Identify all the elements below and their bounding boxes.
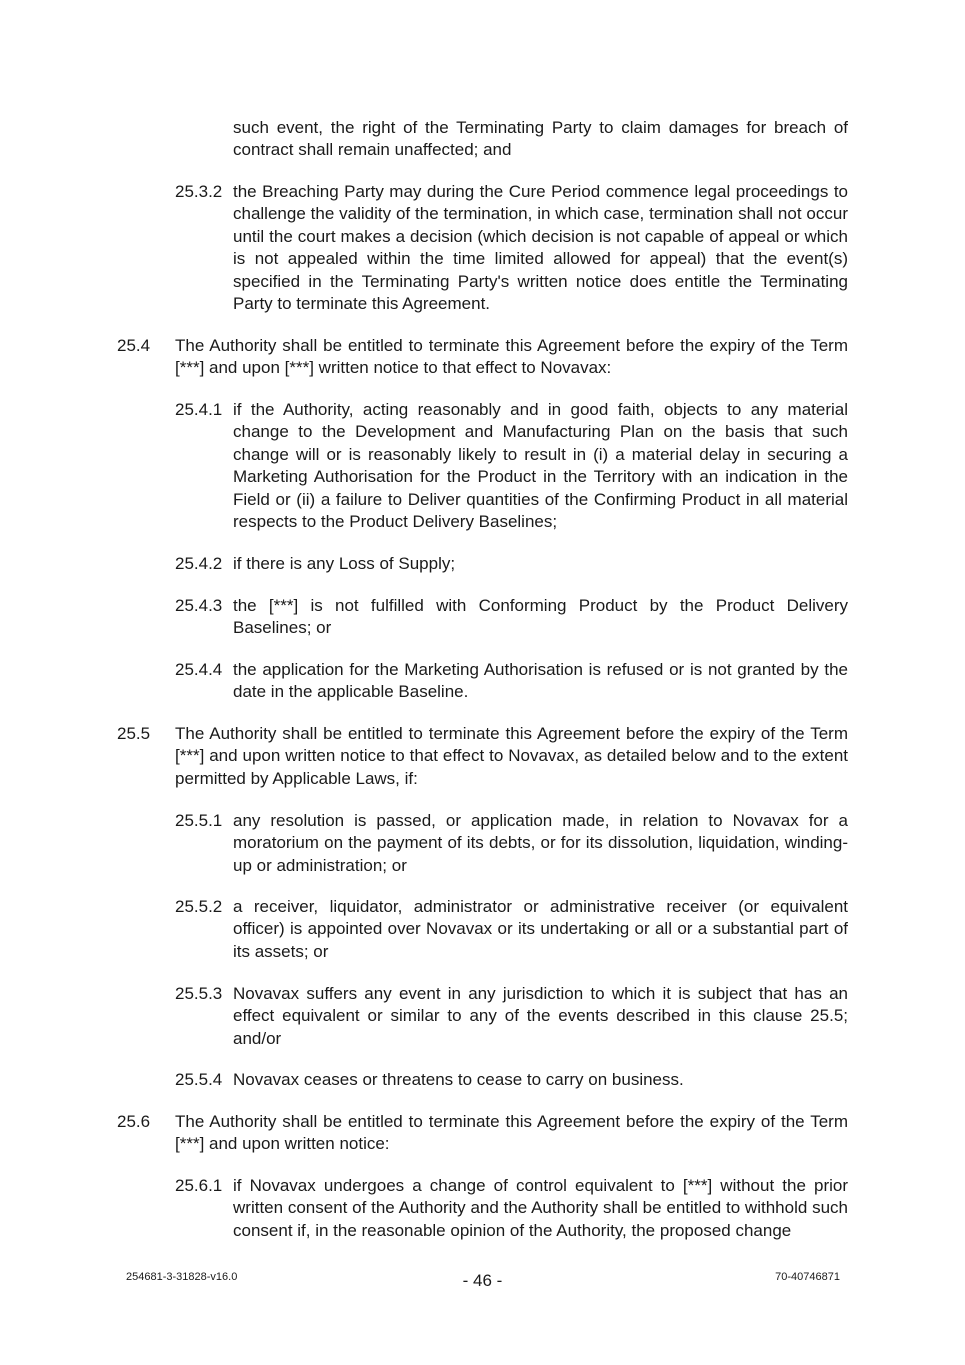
clause-25-6-1: if Novavax undergoes a change of control equivalent to [***] without the prior written consent of the Authority and the Authority shall be entitled to withhold such consent if, in the reasonable opinion of the Authority, the proposed change [233,1176,848,1240]
clause-25-4-4: the application for the Marketing Authorisation is refused or is not granted by the date in the applicable Baseline. [233,660,848,702]
clause-25-5-4: Novavax ceases or threatens to cease to carry on business. [233,1070,684,1089]
clause-number-25-4: 25.4 [117,336,151,355]
clause-25-4: The Authority shall be entitled to terminate this Agreement before the expiry of the Term [***] and upon [***] written notice to that effect to Novavax: [175,336,848,378]
paragraph-continuation: such event, the right of the Terminating Party to claim damages for breach of contract shall remain unaffected; and [233,118,848,160]
footer-document-reference: 254681-3-31828-v16.0 [126,1271,238,1283]
clause-25-6: The Authority shall be entitled to terminate this Agreement before the expiry of the Term [***] and upon written notice: [175,1112,848,1154]
clause-number-25-3-2: 25.3.2 [175,182,223,201]
clause-25-4-3: the [***] is not fulfilled with Conforming Product by the Product Delivery Baselines; or [233,596,848,638]
clause-number-25-5-1: 25.5.1 [175,811,223,830]
clause-25-5-3: Novavax suffers any event in any jurisdiction to which it is subject that has an effect equivalent or similar to any of the events described in this clause 25.5; and/or [233,984,848,1048]
clause-number-25-5-2: 25.5.2 [175,897,223,916]
clause-number-25-4-1: 25.4.1 [175,400,223,419]
clause-25-3-2: the Breaching Party may during the Cure Period commence legal proceedings to challenge the validity of the termination, in which case, termination shall not occur until the court makes a decision (which decision is not capable of appeal or which is not appealed within the time limited allowed for appeal) that the event(s) specified in the Terminating Party's written notice does entitle the Terminating Party to terminate this Agreement. [233,182,848,314]
clause-25-5-1: any resolution is passed, or application made, in relation to Novavax for a moratorium on the payment of its debts, or for its dissolution, liquidation, winding-up or administration; or [233,811,848,875]
clause-number-25-5: 25.5 [117,724,151,743]
clause-number-25-4-3: 25.4.3 [175,596,223,615]
clause-25-5-2: a receiver, liquidator, administrator or administrative receiver (or equivalent officer) is appointed over Novavax or its undertaking or all or a substantial part of its assets; or [233,897,848,961]
clause-number-25-5-3: 25.5.3 [175,984,223,1003]
clause-25-4-1: if the Authority, acting reasonably and in good faith, objects to any material change to the Development and Manufacturing Plan on the basis that such change will or is reasonably likely to result in (i) a material delay in securing a Marketing Authorisation for the Product in the Territory with an indication in the Field or (ii) a failure to Deliver quantities of the Confirming Product in all material respects to the Product Delivery Baselines; [233,400,848,532]
clause-number-25-6: 25.6 [117,1112,151,1131]
footer-page-number: - 46 - [462,1271,503,1290]
clause-number-25-6-1: 25.6.1 [175,1176,223,1195]
clause-number-25-4-4: 25.4.4 [175,660,223,679]
clause-number-25-5-4: 25.5.4 [175,1070,223,1089]
footer-client-reference: 70-40746871 [775,1271,840,1283]
clause-number-25-4-2: 25.4.2 [175,554,223,573]
clause-25-4-2: if there is any Loss of Supply; [233,554,456,573]
clause-25-5: The Authority shall be entitled to terminate this Agreement before the expiry of the Term [***] and upon written notice to that effect to Novavax, as detailed below and to the extent permitted by Applicable Laws, if: [175,724,848,788]
